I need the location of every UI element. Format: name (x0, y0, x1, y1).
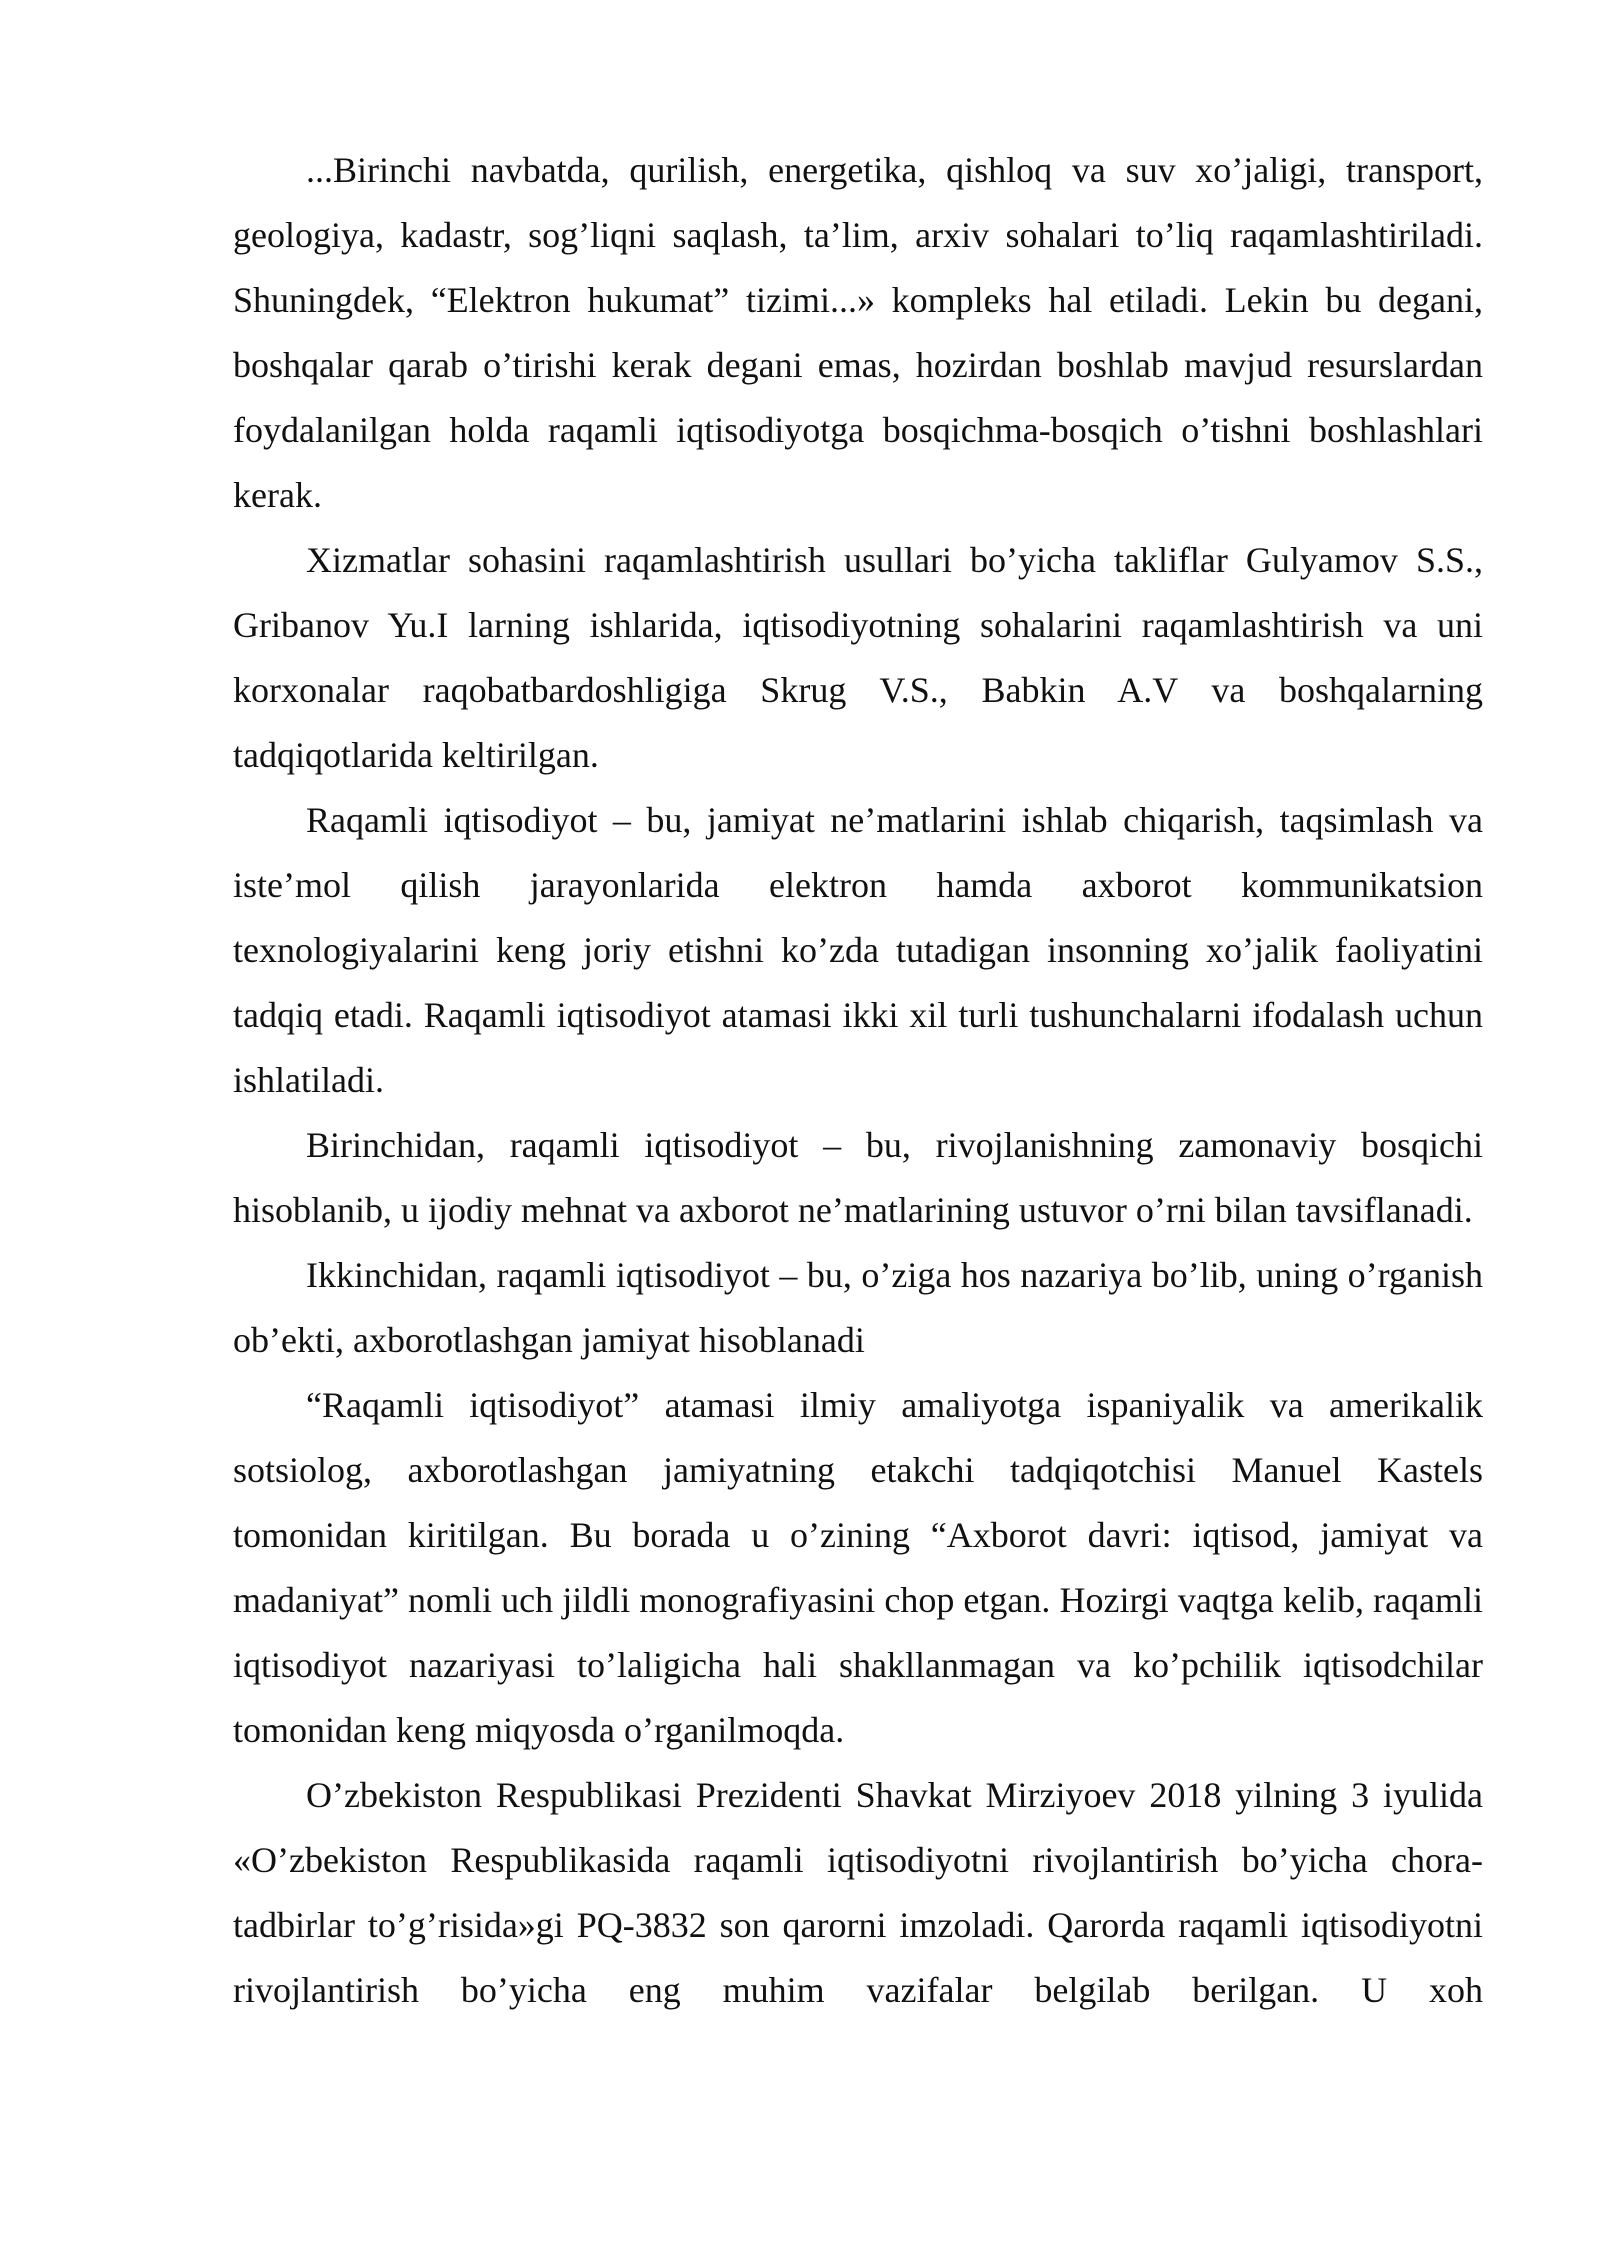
document-page (233, 138, 1483, 2023)
paragraph-term-origin: “Raqamli iqtisodiyot” atamasi ilmiy amaliyotga ispaniyalik va amerikalik sotsiolog, axborotlashgan jamiyatning etakchi tadqiqotchisi Manuel Kastels tomonidan kiritilgan. Bu borada u o’zining “Axborot davri: iqtisod, jamiyat va madaniyat” nomli uch jildli monografiyasini chop etgan. Hozirgi vaqtga kelib, raqamli iqtisodiyot nazariyasi to’laligicha hali shakllanmagan va ko’pchilik iqtisodchilar tomonidan keng miqyosda o’rganilmoqda. (233, 1385, 1483, 1750)
paragraph-digital-economy-definition: Raqamli iqtisodiyot – bu, jamiyat ne’matlarini ishlab chiqarish, taqsimlash va iste’mol qilish jarayonlarida elektron hamda axborot kommunikatsion texnologiyalarini keng joriy etishni ko’zda tutadigan insonning xo’jalik faoliyatini tadqiq etadi. Raqamli iqtisodiyot atamasi ikki xil turli tushunchalarni ifodalash uchun ishlatiladi. (233, 800, 1483, 1100)
paragraph-second-meaning: Ikkinchidan, raqamli iqtisodiyot – bu, o’ziga hos nazariya bo’lib, uning o’rganish ob’ekti, axborotlashgan jamiyat hisoblanadi (233, 1255, 1483, 1360)
paragraph-digitalization-sectors: ...Birinchi navbatda, qurilish, energetika, qishloq va suv xo’jaligi, transport, geologiya, kadastr, sog’liqni saqlash, ta’lim, arxiv sohalari to’liq raqamlashtiriladi. Shuningdek, “Elektron hukumat” tizimi...» kompleks hal etiladi. Lekin bu degani, boshqalar qarab o’tirishi kerak degani emas, hozirdan boshlab mavjud resurslardan foydalanilgan holda raqamli iqtisodiyotga bosqichma-bosqich o’tishni boshlashlari kerak. (233, 150, 1483, 515)
paragraph-presidential-decree: O’zbekiston Respublikasi Prezidenti Shavkat Mirziyoev 2018 yilning 3 iyulida «O’zbekiston Respublikasida raqamli iqtisodiyotni rivojlantirish bo’yicha chora-tadbirlar to’g’risida»gi PQ-3832 son qarorni imzoladi. Qarorda raqamli iqtisodiyotni rivojlantirish bo’yicha eng muhim vazifalar belgilab berilgan. U xoh (233, 1775, 1483, 2010)
paragraph-service-sector-proposals: Xizmatlar sohasini raqamlashtirish usullari bo’yicha takliflar Gulyamov S.S., Gribanov Yu.I larning ishlarida, iqtisodiyotning sohalarini raqamlashtirish va uni korxonalar raqobatbardoshligiga Skrug V.S., Babkin A.V va boshqalarning tadqiqotlarida keltirilgan. (233, 540, 1483, 775)
paragraph-first-meaning: Birinchidan, raqamli iqtisodiyot – bu, rivojlanishning zamonaviy bosqichi hisoblanib, u ijodiy mehnat va axborot ne’matlarining ustuvor o’rni bilan tavsiflanadi. (233, 1125, 1483, 1230)
